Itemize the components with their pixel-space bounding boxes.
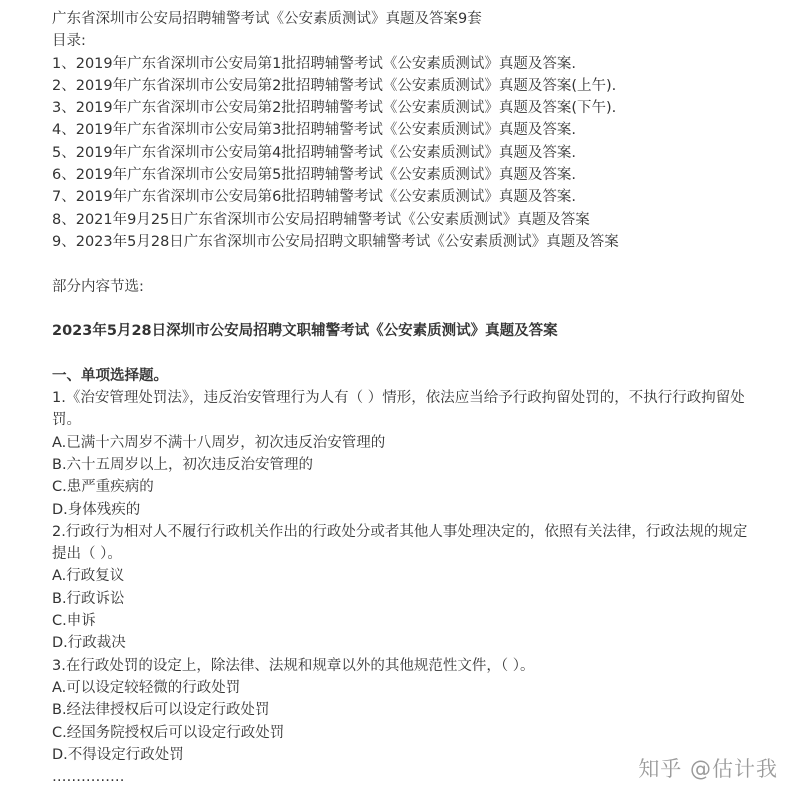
question-text: 2.行政行为相对人不履行行政机关作出的行政处分或者其他人事处理决定的，依照有关法律，行政法规的规定提出（ ）。: [52, 523, 748, 563]
document-body: [52, 8, 782, 788]
option-a: A.行政复议: [52, 568, 125, 585]
spacer: [52, 298, 782, 320]
toc-item: 3、2019年广东省深圳市公安局第2批招聘辅警考试《公安素质测试》真题及答案(下午).: [52, 100, 617, 117]
toc-item: 9、2023年5月28日广东省深圳市公安局招聘文职辅警考试《公安素质测试》真题及答案: [52, 233, 619, 250]
option-d: D.不得设定行政处罚: [52, 746, 184, 763]
toc-item: 1、2019年广东省深圳市公安局第1批招聘辅警考试《公安素质测试》真题及答案.: [52, 55, 576, 72]
question-2: [52, 521, 782, 655]
table-of-contents: [52, 53, 782, 254]
option-b: B.行政诉讼: [52, 590, 125, 607]
spacer: [52, 253, 782, 275]
option-c: C.经国务院授权后可以设定行政处罚: [52, 724, 285, 741]
question-options: [52, 432, 782, 521]
option-d: D.身体残疾的: [52, 501, 141, 518]
toc-item: 2、2019年广东省深圳市公安局第2批招聘辅警考试《公安素质测试》真题及答案(上午).: [52, 77, 617, 94]
section-title: 2023年5月28日深圳市公安局招聘文职辅警考试《公安素质测试》真题及答案: [52, 323, 558, 340]
question-3: [52, 655, 782, 766]
toc-item: 6、2019年广东省深圳市公安局第5批招聘辅警考试《公安素质测试》真题及答案.: [52, 167, 576, 184]
document-title: 广东省深圳市公安局招聘辅警考试《公安素质测试》真题及答案9套: [52, 11, 482, 27]
question-1: [52, 387, 782, 521]
spacer: [52, 342, 782, 364]
option-b: B.六十五周岁以上，初次违反治安管理的: [52, 456, 314, 473]
option-d: D.行政裁决: [52, 635, 126, 652]
toc-item: 5、2019年广东省深圳市公安局第4批招聘辅警考试《公安素质测试》真题及答案.: [52, 144, 576, 161]
option-b: B.经法律授权后可以设定行政处罚: [52, 702, 270, 719]
question-options: [52, 565, 782, 654]
toc-item: 7、2019年广东省深圳市公安局第6批招聘辅警考试《公安素质测试》真题及答案.: [52, 189, 576, 206]
option-a: A.已满十六周岁不满十八周岁，初次违反治安管理的: [52, 434, 386, 451]
question-text: 3.在行政处罚的设定上，除法律、法规和规章以外的其他规范性文件，（ ）。: [52, 657, 535, 674]
option-c: C.患严重疾病的: [52, 479, 154, 496]
toc-label: 目录:: [52, 33, 86, 50]
question-text: 1.《治安管理处罚法》，违反治安管理行为人有（ ）情形，依法应当给予行政拘留处罚的，不执行行政拘留处罚。: [52, 390, 745, 429]
option-a: A.可以设定较轻微的行政处罚: [52, 679, 241, 696]
ellipsis: ……………: [52, 769, 125, 786]
part-heading: 一、单项选择题。: [52, 367, 168, 384]
toc-item: 4、2019年广东省深圳市公安局第3批招聘辅警考试《公安素质测试》真题及答案.: [52, 122, 576, 139]
option-c: C.申诉: [52, 613, 96, 630]
toc-item: 8、2021年9月25日广东省深圳市公安局招聘辅警考试《公安素质测试》真题及答案: [52, 211, 590, 228]
excerpt-label: 部分内容节选:: [52, 278, 144, 295]
zhihu-watermark: 知乎 @估计我: [638, 757, 778, 781]
